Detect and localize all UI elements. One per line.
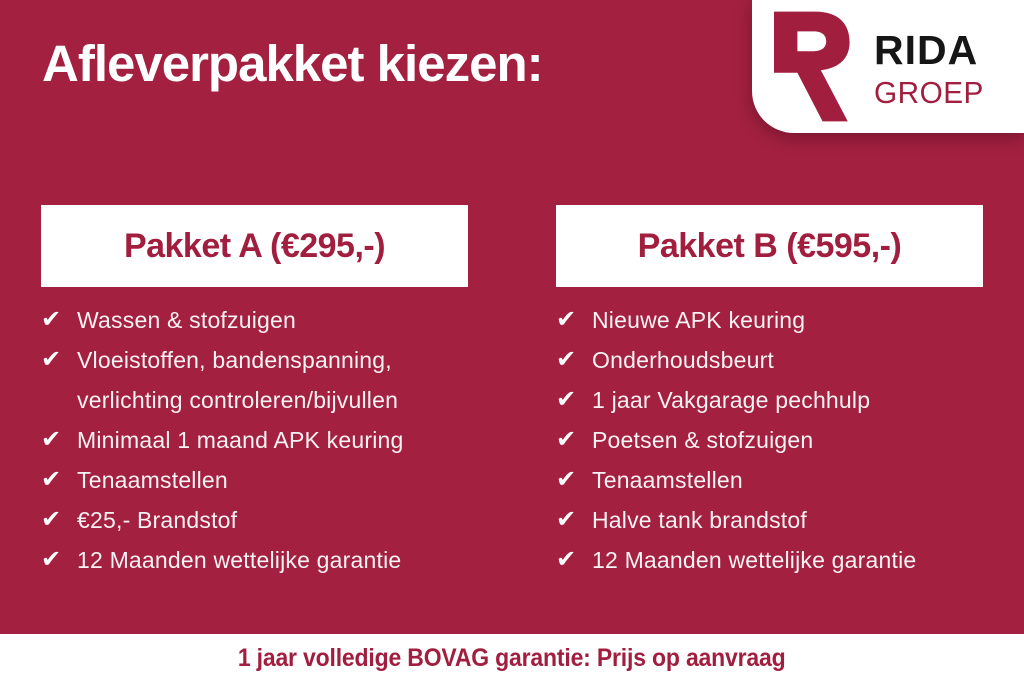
check-icon: ✔ [556,506,577,533]
package-a-header [41,205,468,287]
item-label: Onderhoudsbeurt [592,347,775,373]
item-label: €25,- Brandstof [77,507,238,533]
item-label: Tenaamstellen [77,467,228,493]
rida-logo-r-icon [764,8,856,125]
package-b-title: Pakket B (€595,-) [637,226,902,265]
page-title: Afleverpakket kiezen: [42,35,543,92]
item-label: Nieuwe APK keuring [592,307,806,333]
check-icon: ✔ [556,386,577,413]
rida-logo [752,0,1024,133]
check-icon: ✔ [41,306,62,333]
list-item [556,540,983,580]
check-icon: ✔ [556,426,577,453]
check-icon: ✔ [41,546,62,573]
list-item [556,460,983,500]
rida-logo-name: RIDA [874,27,979,73]
list-item [41,540,468,580]
item-label: Halve tank brandstof [592,507,807,533]
rida-logo-text [874,27,988,110]
rida-logo-subtitle: GROEP [874,75,984,110]
check-icon: ✔ [41,426,62,453]
package-a-list [41,300,468,580]
list-item [556,500,983,540]
package-column-a [41,205,468,580]
check-icon: ✔ [556,466,577,493]
item-label: 1 jaar Vakgarage pechhulp [592,387,871,413]
package-b-header [556,205,983,287]
item-label: 12 Maanden wettelijke garantie [592,547,917,573]
item-label: Minimaal 1 maand APK keuring [77,427,404,453]
list-item [41,500,468,540]
list-item [556,300,983,340]
footer-text: 1 jaar volledige BOVAG garantie: Prijs op aanvraag [238,643,786,672]
check-icon: ✔ [556,546,577,573]
list-item [556,380,983,420]
list-item [41,340,468,420]
item-label: Wassen & stofzuigen [77,307,296,333]
check-icon: ✔ [41,346,62,373]
footer-bar [0,634,1024,682]
package-column-b [556,205,983,580]
list-item [41,300,468,340]
item-label: 12 Maanden wettelijke garantie [77,547,402,573]
list-item [41,460,468,500]
item-label: Tenaamstellen [592,467,743,493]
item-label: Vloeistoffen, bandenspanning, verlichting controleren/bijvullen [77,347,399,413]
list-item [556,420,983,460]
item-label: Poetsen & stofzuigen [592,427,814,453]
check-icon: ✔ [556,306,577,333]
package-a-title: Pakket A (€295,-) [123,226,386,265]
check-icon: ✔ [41,506,62,533]
list-item [41,420,468,460]
package-b-list [556,300,983,580]
list-item [556,340,983,380]
check-icon: ✔ [41,466,62,493]
check-icon: ✔ [556,346,577,373]
